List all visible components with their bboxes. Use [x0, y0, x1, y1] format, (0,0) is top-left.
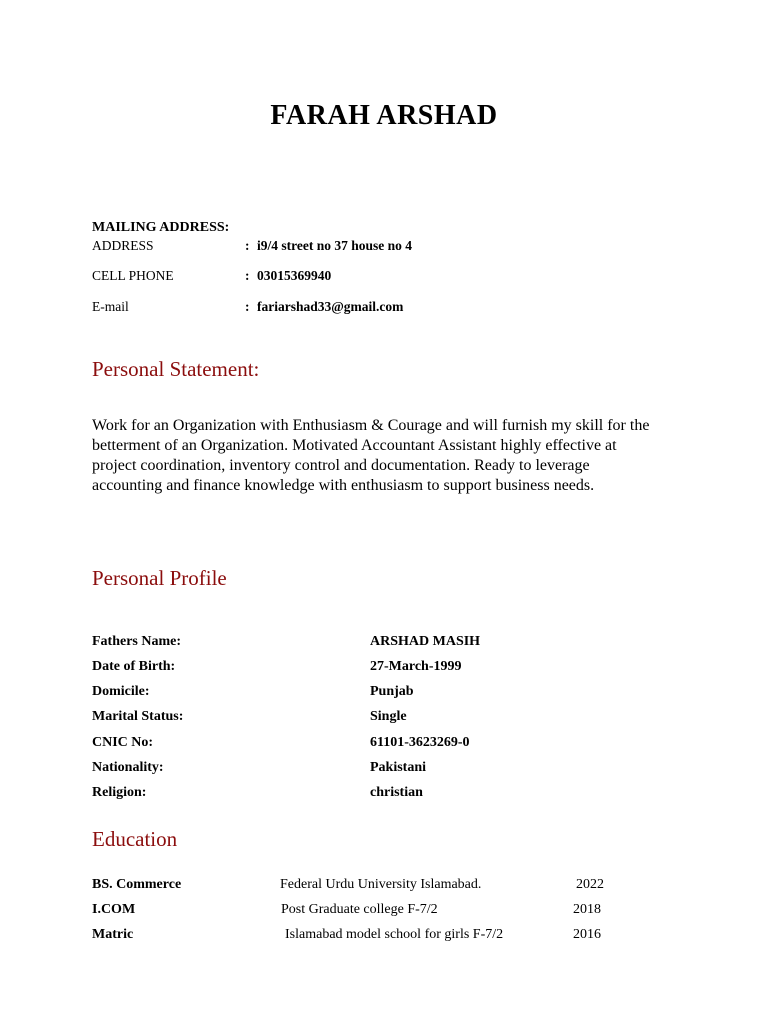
profile-label-religion: Religion: [92, 785, 147, 800]
cell-phone-colon: : [245, 268, 250, 283]
candidate-name: FARAH ARSHAD [270, 100, 498, 131]
personal-statement-text: Work for an Organization with Enthusiasm & Courage and will furnish my skill for the betterment of an Organization. Motivated Accountant Assistant highly effective at project coordination, inventory control and documentation. Ready to leverage accounting and finance knowledge with enthusiasm to support business needs. [92, 417, 650, 494]
address-value: i9/4 street no 37 house no 4 [257, 238, 413, 253]
education-year-matric: 2016 [573, 927, 601, 942]
profile-value-religion: christian [370, 785, 423, 800]
cell-phone-label: CELL PHONE [92, 268, 174, 283]
email-label: E-mail [92, 299, 129, 314]
profile-value-domicile: Punjab [370, 684, 414, 699]
cell-phone-value: 03015369940 [257, 268, 332, 283]
education-degree-bs: BS. Commerce [92, 877, 182, 892]
personal-profile-heading: Personal Profile [92, 566, 227, 590]
education-year-bs: 2022 [576, 877, 604, 892]
email-value: fariarshad33@gmail.com [257, 299, 404, 314]
profile-label-fathers-name: Fathers Name: [92, 634, 182, 649]
profile-value-nationality: Pakistani [370, 760, 427, 775]
education-heading: Education [92, 827, 178, 851]
profile-label-nationality: Nationality: [92, 760, 164, 775]
education-degree-matric: Matric [92, 927, 134, 942]
profile-value-cnic: 61101-3623269-0 [370, 735, 470, 750]
profile-value-marital-status: Single [370, 709, 407, 724]
address-colon: : [245, 238, 250, 253]
email-colon: : [245, 299, 250, 314]
profile-value-date-of-birth: 27-March-1999 [370, 659, 462, 674]
profile-label-date-of-birth: Date of Birth: [92, 659, 176, 674]
education-institute-matric: Islamabad model school for girls F-7/2 [285, 927, 504, 942]
education-institute-bs: Federal Urdu University Islamabad. [280, 877, 482, 892]
education-year-icom: 2018 [573, 902, 601, 917]
education-institute-icom: Post Graduate college F-7/2 [281, 902, 438, 917]
education-degree-icom: I.COM [92, 902, 136, 917]
profile-value-fathers-name: ARSHAD MASIH [370, 634, 481, 649]
mailing-address-heading: MAILING ADDRESS: [92, 220, 230, 235]
address-label: ADDRESS [92, 238, 154, 253]
profile-label-marital-status: Marital Status: [92, 709, 184, 724]
profile-label-domicile: Domicile: [92, 684, 150, 699]
profile-label-cnic: CNIC No: [92, 735, 154, 750]
personal-statement-heading: Personal Statement: [92, 357, 260, 381]
